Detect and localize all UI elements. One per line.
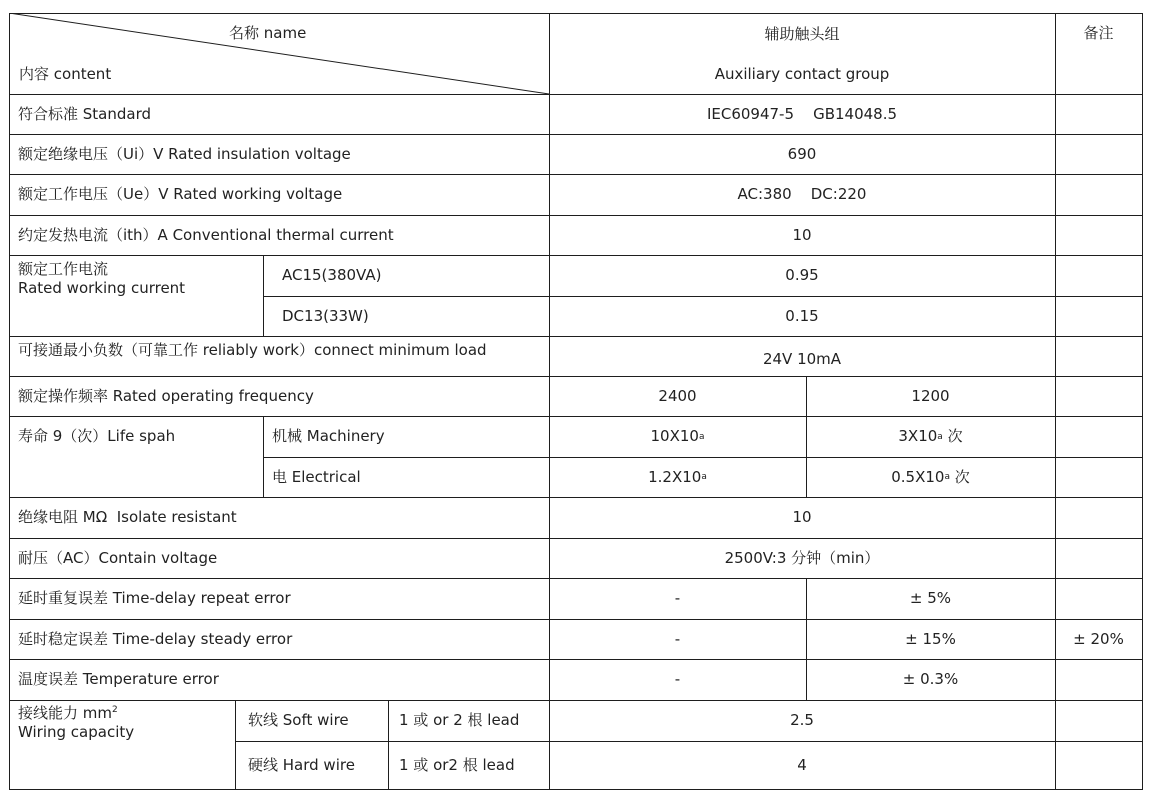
ui-value: 690 bbox=[787, 144, 817, 163]
ith-label: 约定发热电流（ith）A Conventional thermal current bbox=[18, 225, 394, 244]
temp-err-value-1: - bbox=[674, 670, 681, 688]
wiring-soft-value: 2.5 bbox=[790, 711, 814, 729]
wiring-label-zh: 接线能力 mm bbox=[18, 704, 112, 722]
wiring-label bbox=[9, 700, 235, 789]
current-ac-value: 0.95 bbox=[785, 266, 819, 284]
life-mech-value-2: 3X10 a 次 bbox=[898, 427, 963, 445]
life-mech-label: 机械 Machinery bbox=[272, 427, 385, 445]
wiring-label-zh-line bbox=[18, 704, 235, 723]
ue-value: AC:380 DC:220 bbox=[737, 185, 867, 203]
min-load-label: 可接通最小负数（可靠工作 reliably work）connect minimum load bbox=[18, 341, 487, 359]
header-remark: 备注 bbox=[1083, 24, 1114, 42]
life-mech-value-2-base: 3X10 bbox=[898, 427, 938, 445]
life-elec-value-2: 0.5X10 a 次 bbox=[891, 467, 970, 486]
wiring-soft-label: 软线 Soft wire bbox=[248, 711, 349, 729]
life-mech-value-2-suffix: 次 bbox=[942, 427, 963, 445]
header-name: 名称 name bbox=[229, 24, 307, 42]
wiring-label-en: Wiring capacity bbox=[18, 723, 135, 741]
header-group bbox=[549, 13, 1055, 95]
life-elec-value-1: 1.2X10 a bbox=[648, 467, 707, 486]
table-border-right bbox=[1142, 13, 1143, 790]
freq-value-2: 1200 bbox=[911, 386, 950, 405]
min-load-value: 24V 10mA bbox=[762, 349, 842, 368]
life-elec-value-1-base: 1.2X10 bbox=[648, 467, 702, 486]
table-border-bottom bbox=[9, 789, 1143, 790]
life-elec-value-2-base: 0.5X10 bbox=[891, 467, 945, 486]
ui-label: 额定绝缘电压（Ui）V Rated insulation voltage bbox=[18, 144, 351, 163]
header-group-zh: 辅助触头组 bbox=[764, 24, 840, 43]
insulation-value: 10 bbox=[792, 508, 812, 526]
life-label: 寿命 9（次）Life spah bbox=[18, 427, 176, 445]
wiring-label-sup: 2 bbox=[112, 705, 118, 715]
header-group-en: Auxiliary contact group bbox=[714, 64, 890, 83]
temp-err-value-2: ± 0.3% bbox=[902, 670, 959, 688]
current-dc-value: 0.15 bbox=[785, 306, 819, 325]
wiring-hard-value: 4 bbox=[797, 755, 807, 774]
steady-err-value-2: ± 15% bbox=[905, 629, 956, 648]
current-label bbox=[9, 255, 263, 336]
wiring-hard-lead: 1 或 or2 根 lead bbox=[399, 755, 515, 774]
steady-err-value-1: - bbox=[674, 629, 681, 648]
repeat-err-value-2: ± 5% bbox=[909, 589, 952, 607]
withstand-label: 耐压（AC）Contain voltage bbox=[18, 548, 218, 567]
ith-value: 10 bbox=[792, 225, 812, 244]
steady-err-label: 延时稳定误差 Time-delay steady error bbox=[18, 629, 293, 648]
ue-label: 额定工作电压（Ue）V Rated working voltage bbox=[18, 185, 343, 203]
header-content: 内容 content bbox=[19, 65, 112, 83]
life-mech-value-1: 10X10 a bbox=[650, 427, 705, 445]
withstand-value: 2500V:3 分钟（min） bbox=[724, 548, 880, 567]
freq-label: 额定操作频率 Rated operating frequency bbox=[18, 386, 314, 405]
life-elec-label: 电 Electrical bbox=[272, 467, 361, 486]
current-label-en: Rated working current bbox=[18, 279, 186, 297]
current-label-zh: 额定工作电流 bbox=[18, 260, 109, 278]
freq-value-1: 2400 bbox=[658, 386, 697, 405]
wiring-soft-lead: 1 或 or 2 根 lead bbox=[399, 711, 520, 729]
life-elec-value-2-suffix: 次 bbox=[949, 467, 970, 486]
life-mech-value-1-base: 10X10 bbox=[650, 427, 699, 445]
current-dc-label: DC13(33W) bbox=[282, 306, 369, 325]
insulation-label: 绝缘电阻 MΩ Isolate resistant bbox=[18, 508, 237, 526]
repeat-err-label: 延时重复误差 Time-delay repeat error bbox=[18, 589, 291, 607]
wiring-hard-label: 硬线 Hard wire bbox=[248, 755, 355, 774]
steady-err-remark: ± 20% bbox=[1073, 629, 1124, 648]
standard-label: 符合标准 Standard bbox=[18, 104, 152, 123]
temp-err-label: 温度误差 Temperature error bbox=[18, 670, 219, 688]
col-divider-remark bbox=[1055, 13, 1056, 790]
repeat-err-value-1: - bbox=[674, 589, 681, 607]
standard-value: IEC60947-5 GB14048.5 bbox=[706, 104, 898, 123]
current-ac-label: AC15(380VA) bbox=[282, 266, 382, 284]
